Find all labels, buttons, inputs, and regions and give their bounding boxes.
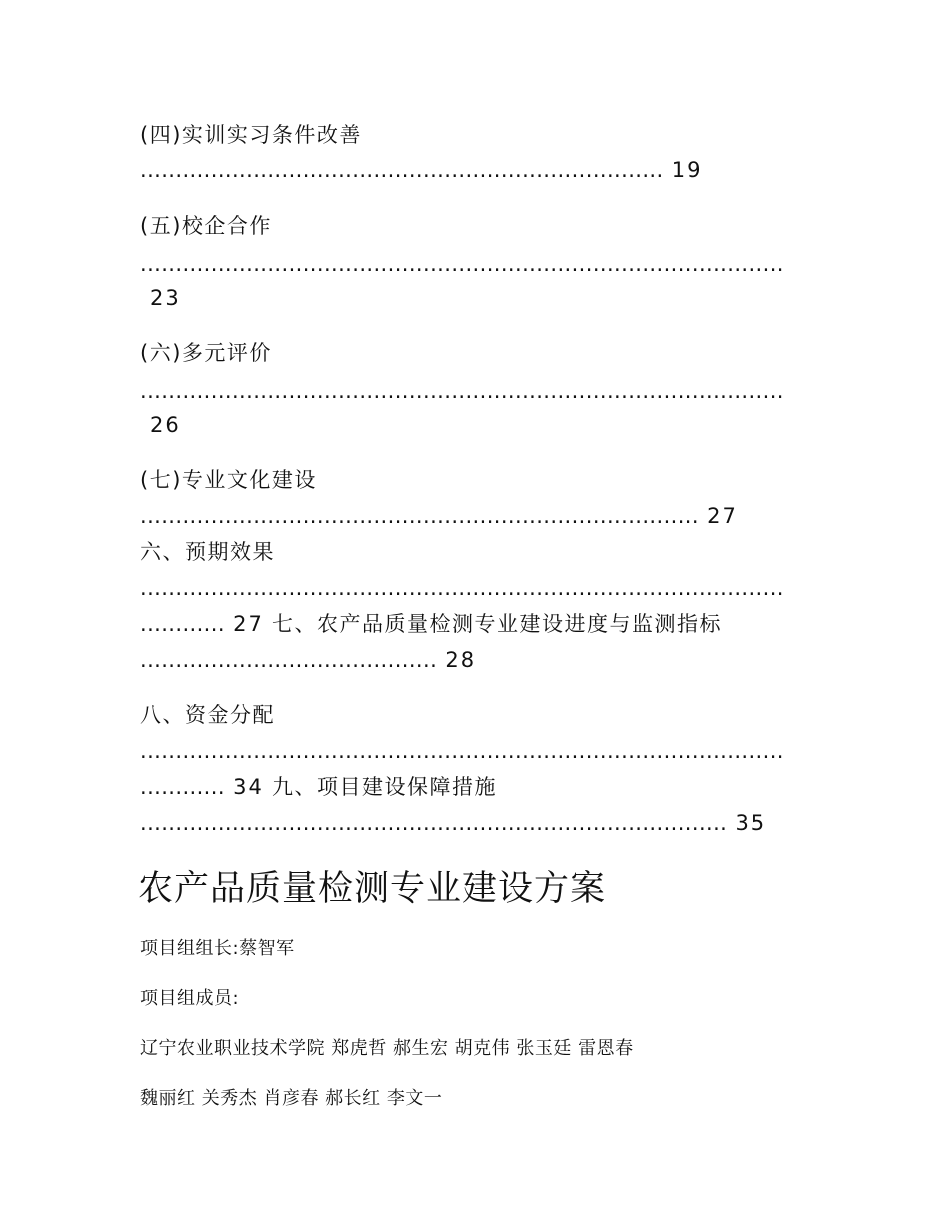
toc-item-7-leader[interactable] — [140, 506, 738, 527]
toc-dot-leader: ........................................................................................... — [140, 252, 784, 276]
toc-item-6-page[interactable] — [150, 415, 181, 436]
project-leader: 项目组组长:蔡智军 — [140, 938, 295, 959]
toc-page-number: 27 — [233, 612, 264, 636]
toc-page-number: 34 — [233, 775, 264, 799]
toc-section-6-leader[interactable] — [140, 578, 784, 599]
toc-page-number: 27 — [707, 504, 738, 528]
toc-section-8-9-line[interactable] — [140, 777, 497, 798]
toc-item-6-leader[interactable] — [140, 381, 784, 402]
toc-dot-leader: ............ — [140, 612, 225, 636]
members-line-1: 辽宁农业职业技术学院 郑虎哲 郝生宏 胡克伟 张玉廷 雷恩春 — [140, 1038, 634, 1059]
toc-section-6-label[interactable]: 六、预期效果 — [140, 540, 275, 564]
toc-dot-leader: ................................................................................... — [140, 811, 728, 835]
toc-dot-leader: ........................................................................................... — [140, 576, 784, 600]
toc-item-5-label[interactable]: (五)校企合作 — [140, 214, 272, 238]
toc-dot-leader: ............................................................................... — [140, 504, 699, 528]
document-title: 农产品质量检测专业建设方案 — [138, 869, 607, 909]
toc-dot-leader: ............ — [140, 775, 225, 799]
toc-page-number: 19 — [671, 158, 703, 182]
toc-item-5-page[interactable] — [150, 288, 181, 309]
toc-section-7-leader[interactable] — [140, 650, 476, 671]
toc-section-9-label: 九、项目建设保障措施 — [272, 775, 498, 799]
toc-section-8-leader[interactable] — [140, 741, 784, 762]
toc-item-4-leader[interactable] — [140, 160, 703, 181]
toc-section-7-label: 七、农产品质量检测专业建设进度与监测指标 — [272, 612, 723, 636]
toc-page-number: 26 — [150, 413, 181, 437]
toc-page-number: 35 — [735, 811, 767, 835]
toc-page-number: 28 — [445, 648, 477, 672]
toc-dot-leader: .......................................... — [140, 648, 438, 672]
toc-dot-leader: .......................................................................... — [140, 158, 664, 182]
members-label: 项目组成员: — [140, 988, 240, 1009]
toc-section-8-label[interactable]: 八、资金分配 — [140, 703, 275, 727]
toc-dot-leader: ........................................................................................... — [140, 379, 784, 403]
toc-dot-leader: ........................................................................................... — [140, 739, 784, 763]
toc-section-6-7-line[interactable] — [140, 614, 722, 635]
toc-item-5-leader[interactable] — [140, 254, 784, 275]
members-line-2: 魏丽红 关秀杰 肖彦春 郝长红 李文一 — [140, 1088, 443, 1109]
toc-page-number: 23 — [150, 286, 181, 310]
toc-section-9-leader[interactable] — [140, 813, 766, 834]
toc-item-4-label[interactable]: (四)实训实习条件改善 — [140, 123, 362, 147]
toc-item-6-label[interactable]: (六)多元评价 — [140, 341, 272, 365]
toc-item-7-label[interactable]: (七)专业文化建设 — [140, 468, 317, 492]
